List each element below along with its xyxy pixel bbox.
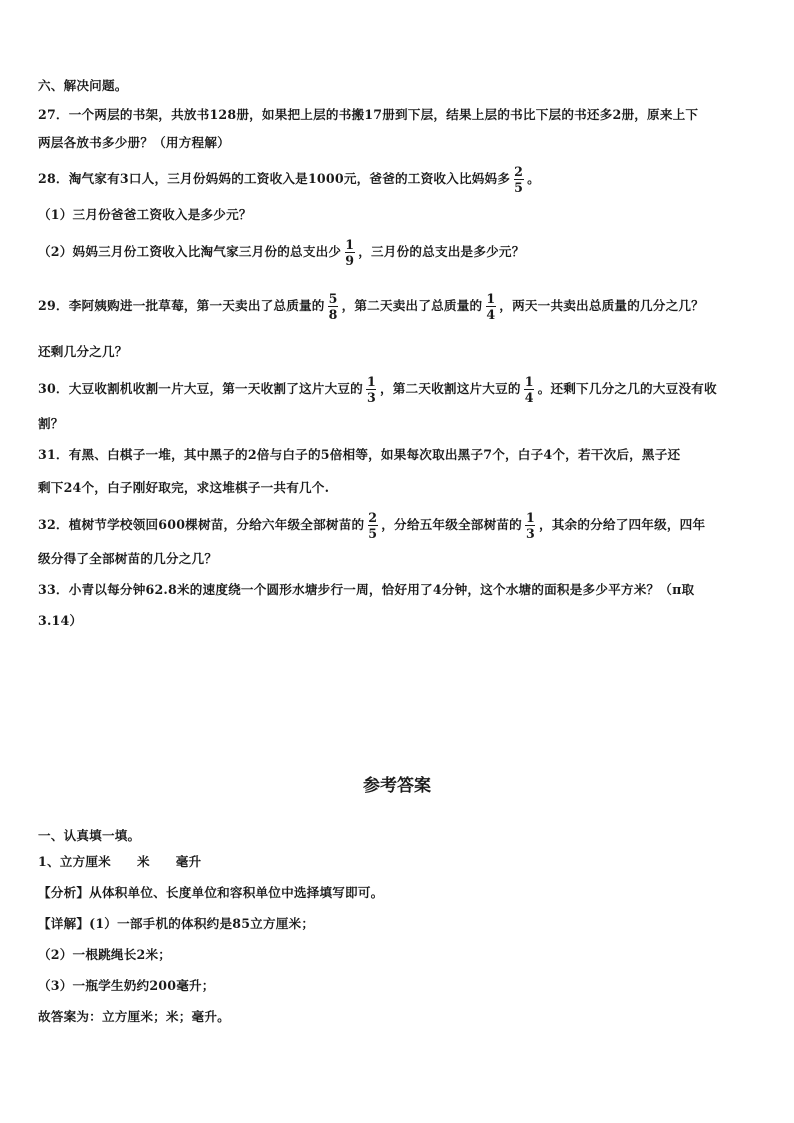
fraction: $\frac{1}{4}$: [524, 374, 534, 405]
q28-line: [38, 164, 756, 195]
q27-line1: 27．一个两层的书架，共放书128册，如果把上层的书搬17册到下层，结果上层的书比下层的书还多2册，原来上下: [38, 107, 699, 122]
answers-section-title: 一、认真填一填。: [38, 828, 141, 843]
answer-1: 1、立方厘米 米 毫升: [38, 854, 202, 869]
fraction: $\frac{5}{8}$: [328, 291, 338, 322]
q30-line1: 30．大豆收割机收割一片大豆，第一天收割了这片大豆的 $\frac{1}{3}$ ，第二天收割这片大豆的 $\frac{1}{4}$ 。还剩下几分之几的大豆没有收: [38, 374, 717, 405]
q29-line2: 还剩几分之几？: [38, 344, 128, 359]
q28-sub2-a: （2）妈妈三月份工资收入比淘气家三月份的总支出少: [38, 244, 342, 259]
fraction: $\frac{1}{3}$: [525, 510, 535, 541]
analysis-line: 【分析】从体积单位、长度单位和容积单位中选择填写即可。: [38, 885, 384, 900]
q32-line2: 级分得了全部树苗的几分之几？: [38, 551, 218, 566]
q27-line2: 两层各放书多少册？（用方程解）: [38, 135, 230, 150]
q29-line1: 29．李阿姨购进一批草莓，第一天卖出了总质量的 $\frac{5}{8}$ ，第二天卖出了总质量的 $\frac{1}{4}$ ，两天一共卖出总质量的几分之几？: [38, 291, 704, 322]
fraction: $\frac{2}{5}$: [368, 510, 378, 541]
q28-text-a: 28．淘气家有3口人，三月份妈妈的工资收入是1000元，爸爸的工资收入比妈妈多: [38, 171, 511, 186]
q28-sub1: （1）三月份爸爸工资收入是多少元？: [38, 207, 252, 222]
conclusion-line: 故答案为：立方厘米；米；毫升。: [38, 1009, 230, 1024]
q32-line1: 32．植树节学校领回600棵树苗，分给六年级全部树苗的 $\frac{2}{5}$ ，分给五年级全部树苗的 $\frac{1}{3}$ ，其余的分给了四年级，四年: [38, 510, 706, 541]
section-title: 六、解决问题。: [38, 78, 128, 93]
fraction: $\frac{1}{9}$: [345, 237, 355, 268]
q33-line1: 33．小青以每分钟62.8米的速度绕一个圆形水塘步行一周，恰好用了4分钟，这个水塘的面积是多少平方米？（π取: [38, 582, 695, 597]
fraction: $\frac{1}{3}$: [366, 374, 376, 405]
detail-line-3: （3）一瓶学生奶约200毫升；: [38, 978, 215, 993]
detail-line-2: （2）一根跳绳长2米；: [38, 947, 172, 962]
detail-line-1: 【详解】(1）一部手机的体积约是85立方厘米；: [38, 916, 315, 931]
q30-line2: 割？: [38, 416, 64, 431]
q28-text-b: 。: [527, 171, 540, 186]
fraction: $\frac{2}{5}$: [514, 164, 524, 195]
q31-line1: 31．有黑、白棋子一堆，其中黑子的2倍与白子的5倍相等，如果每次取出黑子7个，白子4个，若干次后，黑子还: [38, 447, 681, 462]
q28-sub2: [38, 237, 756, 268]
fraction: $\frac{1}{4}$: [486, 291, 496, 322]
q33-line2: 3.14）: [38, 613, 83, 628]
q31-line2: 剩下24个，白子刚好取完，求这堆棋子一共有几个.: [38, 480, 330, 495]
answers-heading: 参考答案: [363, 776, 431, 796]
q28-sub2-b: ，三月份的总支出是多少元？: [358, 244, 525, 259]
